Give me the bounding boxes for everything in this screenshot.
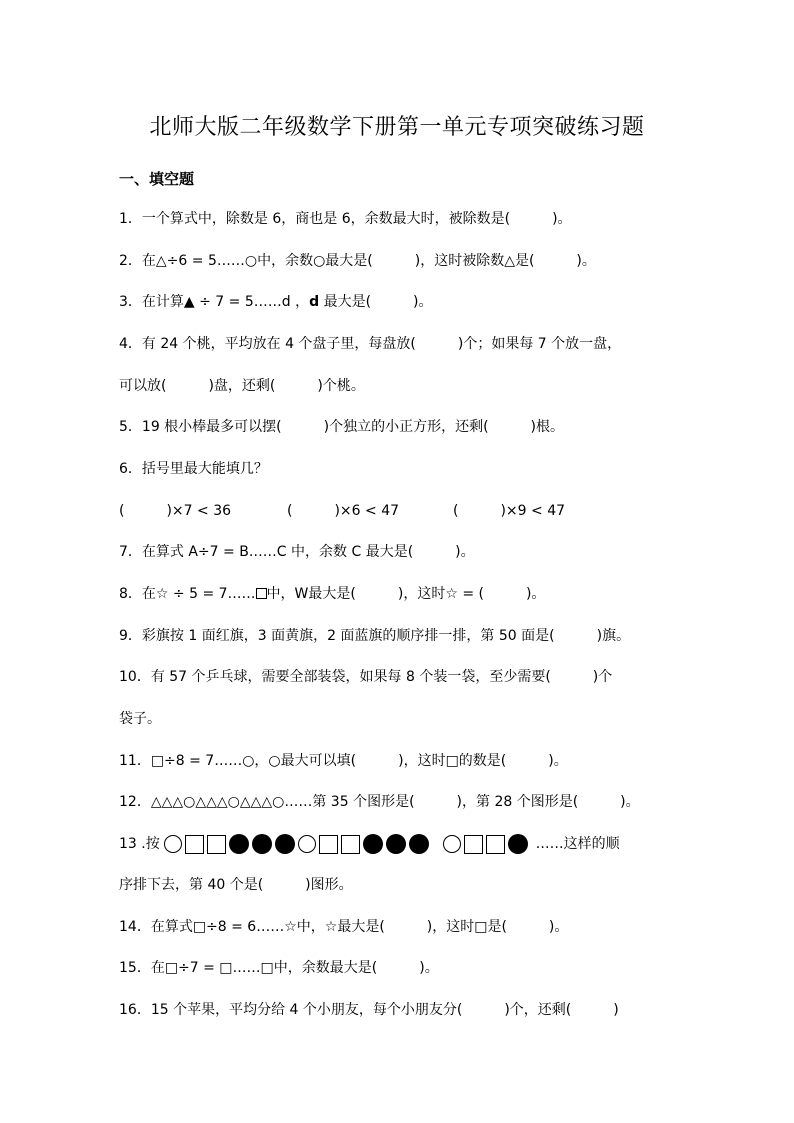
open-square-icon [319,835,338,854]
page-title: 北师大版二年级数学下册第一单元专项突破练习题 [149,115,645,140]
question-12: 12．△△△○△△△○△△△○……第 35 个图形是( )，第 28 个图形是( )。 [119,794,640,810]
question-6: 6．括号里最大能填几？ [119,461,268,477]
question-9: 9．彩旗按 1 面红旗，3 面黄旗，2 面蓝旗的顺序排一排，第 50 面是( )旗。 [119,628,631,644]
question-13-line-2: 序排下去，第 40 个是( )图形。 [119,877,353,893]
question-15: 15．在□÷7 = □……□中，余数最大是( )。 [119,960,439,976]
question-3-variable: d [309,294,320,310]
open-circle-icon [164,835,182,853]
question-8 [119,583,545,605]
question-1: 1．一个算式中，除数是 6，商也是 6，余数最大时，被除数是( )。 [119,211,572,227]
open-circle-icon [443,835,461,853]
question-13-suffix: ……这样的顺 [535,836,620,852]
filled-circle-icon [409,834,429,854]
question-16: 16．15 个苹果，平均分给 4 个小朋友，每个小朋友分( )个，还剩( ) [119,1002,619,1018]
section-heading: 一、填空题 [119,170,195,188]
question-7: 7．在算式 A÷7 = B……C 中，余数 C 最大是( )。 [119,544,475,560]
question-4-line-2: 可以放( )盘，还剩( )个桃。 [119,378,365,394]
question-14: 14．在算式□÷8 = 6……☆中，☆最大是( )，这时□是( )。 [119,919,569,935]
filled-circle-icon [252,834,272,854]
open-square-icon [185,835,204,854]
filled-circle-icon [229,834,249,854]
open-square-icon [341,835,360,854]
square-placeholder-icon [256,588,267,599]
open-square-icon [207,835,226,854]
question-6-item-a: ( )×7 < 36 [119,503,232,519]
question-8-text: 8．在☆ ÷ 5 = 7…… [119,586,256,602]
question-4-line-1: 4．有 24 个桃，平均放在 4 个盘子里，每盘放( )个；如果每 7 个放一盘， [119,336,622,352]
question-3 [119,291,433,313]
question-3-tail: 最大是( )。 [319,294,433,310]
question-2: 2．在△÷6 = 5……○中，余数○最大是( )，这时被除数△是( )。 [119,253,596,269]
question-10-line-1: 10．有 57 个乒乓球，需要全部装袋，如果每 8 个装一袋，至少需要( )个 [119,669,613,685]
question-13-prefix: 13 .按 [119,836,160,852]
filled-circle-icon [275,834,295,854]
question-6-item-c: ( )×9 < 47 [453,503,566,519]
filled-circle-icon [508,834,528,854]
open-square-icon [486,835,505,854]
question-3-text: 3．在计算▲ ÷ 7 = 5……d ， [119,294,310,310]
open-circle-icon [298,835,316,853]
filled-circle-icon [386,834,406,854]
shape-sequence [164,834,531,854]
filled-circle-icon [363,834,383,854]
question-6-item-b: ( )×6 < 47 [287,503,400,519]
question-8-tail: 中，W最大是( )，这时☆ = ( )。 [266,586,546,602]
question-11: 11．□÷8 = 7……○，○最大可以填( )，这时□的数是( )。 [119,753,568,769]
open-square-icon [464,835,483,854]
question-10-line-2: 袋子。 [119,711,161,727]
question-13-line-1 [119,832,620,856]
question-5: 5．19 根小棒最多可以摆( )个独立的小正方形，还剩( )根。 [119,419,565,435]
